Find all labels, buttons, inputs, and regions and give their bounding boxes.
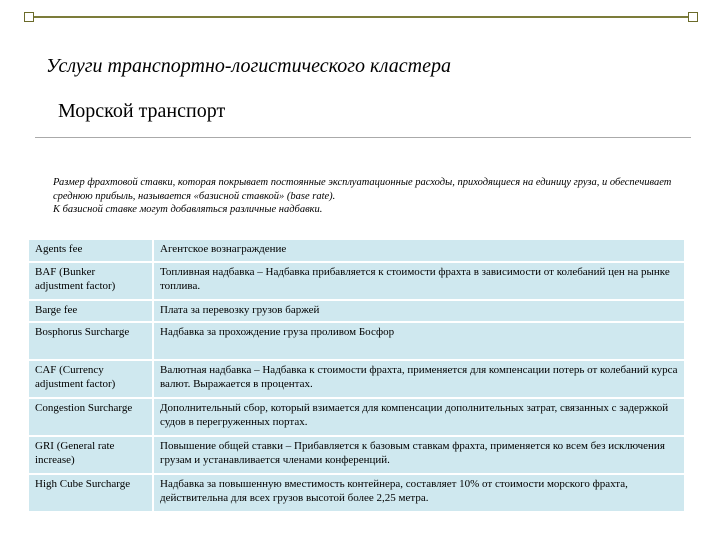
table-row: [29, 262, 684, 300]
fee-code-cell: CAF (Currency adjustment factor): [29, 360, 153, 398]
slide-title: Услуги транспортно-логистического кластера: [46, 55, 451, 77]
title-divider: [35, 137, 691, 138]
table-row: [29, 300, 684, 322]
top-rule-decoration: [34, 16, 688, 18]
fee-description-cell: Надбавка за прохождение груза проливом Босфор: [153, 322, 684, 360]
table-row: [29, 240, 684, 262]
table-row: [29, 474, 684, 512]
fee-description-cell: Агентское вознаграждение: [153, 240, 684, 262]
intro-text: [53, 176, 693, 217]
fee-description-cell: Плата за перевозку грузов баржей: [153, 300, 684, 322]
fee-code-cell: High Cube Surcharge: [29, 474, 153, 512]
table-row: [29, 398, 684, 436]
fee-code-cell: Congestion Surcharge: [29, 398, 153, 436]
fee-code-cell: GRI (General rate increase): [29, 436, 153, 474]
table-row: [29, 360, 684, 398]
table-row: [29, 322, 684, 360]
fee-code-cell: Barge fee: [29, 300, 153, 322]
fee-description-cell: Дополнительный сбор, который взимается для компенсации дополнительных затрат, связанных с задержкой судов в перегруженных портах.: [153, 398, 684, 436]
fee-description-cell: Топливная надбавка – Надбавка прибавляется к стоимости фрахта в зависимости от колебаний цен на рынке топлива.: [153, 262, 684, 300]
fee-code-cell: BAF (Bunker adjustment factor): [29, 262, 153, 300]
intro-paragraph-2: К базисной ставке могут добавляться различные надбавки.: [53, 204, 323, 215]
corner-square-right-decoration: [688, 12, 698, 22]
fee-description-cell: Надбавка за повышенную вместимость контейнера, составляет 10% от стоимости морского фрахта, действительна для всех грузов высотой более 2,25 метра.: [153, 474, 684, 512]
slide-subtitle: Морской транспорт: [58, 100, 226, 122]
fee-description-cell: Валютная надбавка – Надбавка к стоимости фрахта, применяется для компенсации потерь от колебаний курса валют. Выражается в процентах.: [153, 360, 684, 398]
fee-code-cell: Agents fee: [29, 240, 153, 262]
intro-paragraph-1: Размер фрахтовой ставки, которая покрывает постоянные эксплуатационные расходы, приходящиеся на единицу груза, и обеспечивает среднюю прибыль, называется «базисной ставкой» (base rate).: [53, 177, 672, 202]
corner-square-left-decoration: [24, 12, 34, 22]
fee-description-cell: Повышение общей ставки – Прибавляется к базовым ставкам фрахта, применяется ко всем без исключения грузам и устанавливается членами конференций.: [153, 436, 684, 474]
table-row: [29, 436, 684, 474]
surcharges-table: [29, 240, 684, 513]
fee-code-cell: Bosphorus Surcharge: [29, 322, 153, 360]
